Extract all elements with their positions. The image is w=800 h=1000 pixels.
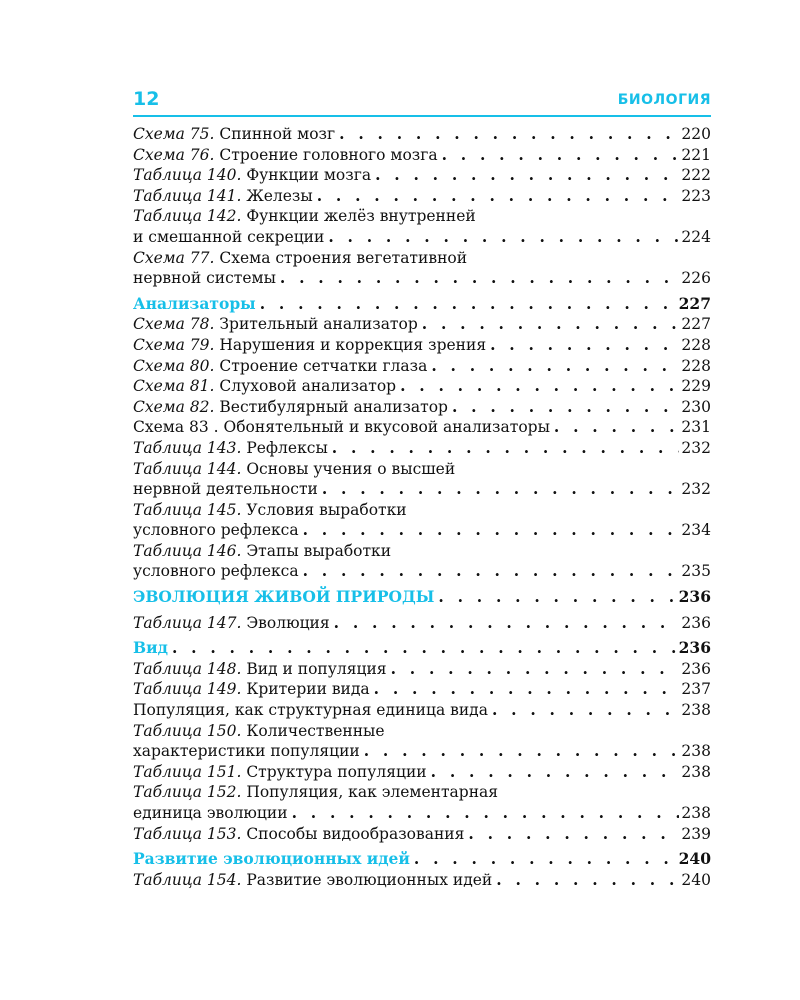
toc-page-number: 223 (681, 186, 711, 205)
toc-entry[interactable] (133, 500, 711, 541)
toc-section-heading[interactable] (133, 638, 711, 659)
toc-entry[interactable] (133, 438, 711, 459)
toc-entry-title (133, 479, 318, 500)
toc-entry-text: условного рефлекса (133, 521, 299, 540)
toc-entry-title (133, 186, 313, 207)
toc-line (133, 227, 711, 248)
toc-entry-title (133, 520, 299, 541)
dot-leader (488, 700, 679, 721)
toc-entry-title (133, 314, 418, 335)
toc-line (133, 762, 711, 783)
section-title: БИОЛОГИЯ (617, 92, 711, 108)
toc-entry-text: Схема 83 . Обонятельный и вкусовой анализаторы (133, 418, 550, 437)
toc-entry[interactable] (133, 397, 711, 418)
dot-leader (550, 417, 679, 438)
toc-entry-text: Зрительный анализатор (214, 315, 418, 334)
toc-line (133, 870, 711, 891)
toc-entry-kind: Схема 79. (133, 335, 215, 354)
toc-entry-text: Анализаторы (133, 293, 256, 313)
toc-entry-text: характеристики популяции (133, 742, 360, 761)
toc-entry-kind: Таблица 151. (133, 762, 242, 781)
toc-entry-kind: Схема 82. (133, 397, 215, 416)
toc-line (133, 186, 711, 207)
toc-entry-kind: Таблица 145. (133, 500, 242, 519)
toc-line (133, 679, 711, 700)
toc-entry-title (133, 700, 488, 721)
toc-entry-text: Функции желёз внутренней (241, 207, 476, 226)
dot-leader (256, 294, 679, 315)
toc-entry[interactable] (133, 186, 711, 207)
toc-entry[interactable] (133, 762, 711, 783)
toc-entry-text: Эволюция (241, 613, 330, 632)
toc-page-number: 227 (681, 315, 711, 334)
toc-page-number: 238 (681, 742, 711, 761)
toc-entry-title (133, 227, 324, 248)
dot-leader (410, 849, 679, 870)
toc-entry[interactable] (133, 145, 711, 166)
toc-line (133, 314, 711, 335)
toc-entry-title (133, 294, 256, 315)
toc-line (133, 587, 711, 608)
toc-entry-title (133, 762, 427, 783)
toc-page-number: 240 (678, 849, 711, 869)
toc-entry-kind: Схема 75. (133, 125, 215, 143)
toc-page-number: 226 (681, 269, 711, 288)
toc-page-number: 222 (681, 166, 711, 185)
toc-page-number: 235 (681, 562, 711, 581)
toc-page-number: 227 (678, 293, 711, 313)
toc-entry-text: Вид (133, 638, 168, 658)
toc-entry-title (133, 438, 328, 459)
toc-section-heading[interactable] (133, 294, 711, 315)
toc-line (133, 376, 711, 397)
toc-entry-text: Популяция, как структурная единица вида (133, 701, 488, 720)
toc-entry-text: Железы (241, 186, 313, 205)
toc-line (133, 145, 711, 166)
toc-entry[interactable] (133, 870, 711, 891)
toc-line (133, 613, 711, 634)
toc-entry-title (133, 638, 168, 659)
toc-entry-text: Вид и популяция (241, 659, 387, 678)
toc-entry-text: Строение головного мозга (214, 145, 438, 164)
toc-entry-text: Строение сетчатки глаза (214, 356, 428, 375)
toc-page-number: 220 (681, 125, 711, 143)
toc-entry-title (133, 248, 467, 269)
dot-leader (330, 613, 679, 634)
toc-entry-title (133, 659, 387, 680)
toc-entry-text: нервной деятельности (133, 480, 318, 499)
toc-entry-kind: Таблица 141. (133, 186, 242, 205)
toc-page-number: 240 (681, 870, 711, 889)
header-divider (133, 115, 711, 117)
toc-page-number: 238 (681, 804, 711, 822)
toc-entry-kind: Схема 78. (133, 315, 215, 334)
dot-leader (313, 186, 679, 207)
toc-page-number: 232 (681, 438, 711, 457)
dot-leader (486, 335, 679, 356)
toc-entry-kind: Таблица 149. (133, 680, 242, 699)
dot-leader (360, 741, 679, 762)
toc-entry-text: нервной системы (133, 269, 276, 288)
toc-line (133, 721, 711, 742)
page-header (133, 88, 711, 112)
toc-entry-text: Слуховой анализатор (214, 377, 397, 396)
dot-leader (387, 659, 679, 680)
toc-entry-title (133, 741, 360, 762)
toc-entry[interactable] (133, 335, 711, 356)
toc-entry-text: единица эволюции (133, 804, 288, 822)
toc-line (133, 500, 711, 521)
toc-line (133, 248, 711, 269)
toc-entry-title (133, 206, 476, 227)
dot-leader (418, 314, 679, 335)
toc-entry-kind: Таблица 140. (133, 166, 242, 185)
toc-entry-title (133, 782, 498, 803)
toc-entry-title (133, 803, 288, 824)
toc-line (133, 124, 711, 145)
toc-line (133, 356, 711, 377)
dot-leader (288, 803, 679, 824)
toc-line (133, 206, 711, 227)
toc-entry-text: Функции мозга (241, 166, 372, 185)
toc-entry-text: ЭВОЛЮЦИЯ ЖИВОЙ ПРИРОДЫ (133, 587, 435, 607)
toc-page-number: 224 (681, 227, 711, 246)
toc-entry[interactable] (133, 124, 711, 145)
toc-entry-title (133, 417, 550, 438)
dot-leader (299, 561, 679, 582)
toc-line (133, 741, 711, 762)
toc-line (133, 335, 711, 356)
toc-line (133, 417, 711, 438)
toc-entry-text: Структура популяции (241, 762, 427, 781)
dot-leader (370, 679, 679, 700)
toc-entry[interactable] (133, 376, 711, 397)
toc-entry-title (133, 459, 455, 480)
toc-entry[interactable] (133, 314, 711, 335)
toc-entry-title (133, 721, 385, 742)
toc-page-number: 231 (681, 418, 711, 437)
toc-page-number: 232 (681, 480, 711, 499)
toc-line (133, 438, 711, 459)
toc-line (133, 561, 711, 582)
toc-entry-text: Условия выработки (241, 500, 407, 519)
dot-leader (427, 356, 679, 377)
toc-page-number: 236 (678, 638, 711, 658)
toc-entry-kind: Схема 76. (133, 145, 215, 164)
toc-entry-kind: Схема 77. (133, 248, 215, 267)
toc-page-number: 238 (681, 701, 711, 720)
toc-entry-title (133, 124, 335, 145)
toc-entry-text: Спинной мозг (214, 125, 336, 143)
toc-entry-text: Схема строения вегетативной (214, 248, 468, 267)
toc-entry[interactable] (133, 721, 711, 762)
toc-page-number: 236 (681, 659, 711, 678)
toc-page-number: 236 (678, 587, 711, 607)
dot-leader (299, 520, 679, 541)
toc-entry-text: Вестибулярный анализатор (214, 397, 448, 416)
toc-entry-kind: Таблица 147. (133, 613, 242, 632)
toc-line (133, 268, 711, 289)
toc-entry[interactable] (133, 700, 711, 721)
toc-line (133, 479, 711, 500)
toc-entry-kind: Таблица 142. (133, 207, 242, 226)
toc-entry-text: Этапы выработки (241, 541, 392, 560)
toc-line (133, 541, 711, 562)
toc-entry[interactable] (133, 824, 711, 845)
toc-entry-text: Популяция, как элементарная (241, 783, 499, 802)
dot-leader (324, 227, 679, 248)
dot-leader (427, 762, 679, 783)
toc-entry-text: Критерии вида (241, 680, 370, 699)
toc-entry-title (133, 145, 438, 166)
toc-entry-text: Нарушения и коррекция зрения (214, 335, 487, 354)
toc-entry[interactable] (133, 541, 711, 582)
toc-entry-title (133, 500, 407, 521)
toc-entry-text: Основы учения о высшей (241, 459, 456, 478)
toc-line (133, 638, 711, 659)
toc-entry-kind: Таблица 143. (133, 438, 242, 457)
toc-page-number: 238 (681, 762, 711, 781)
toc-entry[interactable] (133, 613, 711, 634)
dot-leader (448, 397, 679, 418)
toc-entry-text: Развитие эволюционных идей (133, 849, 410, 869)
dot-leader (464, 824, 679, 845)
toc-entry-title (133, 165, 371, 186)
toc-entry-title (133, 335, 486, 356)
toc-entry[interactable] (133, 459, 711, 500)
toc-line (133, 520, 711, 541)
dot-leader (335, 124, 679, 145)
toc-entry-kind: Таблица 154. (133, 870, 242, 889)
toc-entry-title (133, 541, 391, 562)
toc-entry[interactable] (133, 248, 711, 289)
toc-line (133, 782, 711, 803)
dot-leader (318, 479, 679, 500)
toc-entry-title (133, 268, 276, 289)
toc-page-number: 236 (681, 613, 711, 632)
toc-entry-title (133, 561, 299, 582)
toc-entry-title (133, 870, 492, 891)
toc-entry[interactable] (133, 782, 711, 823)
dot-leader (328, 438, 679, 459)
toc-entry-kind: Таблица 148. (133, 659, 242, 678)
toc-entry-title (133, 679, 370, 700)
toc-entry-title (133, 356, 427, 377)
page-number: 12 (133, 88, 160, 110)
toc-entry[interactable] (133, 417, 711, 438)
toc-line (133, 659, 711, 680)
toc-entry-text: Рефлексы (241, 438, 328, 457)
toc-entry[interactable] (133, 659, 711, 680)
toc-entry-kind: Схема 80. (133, 356, 215, 375)
dot-leader (371, 165, 679, 186)
toc-page-number: 229 (681, 377, 711, 396)
toc-entry-text: и смешанной секреции (133, 227, 325, 246)
toc-page-number: 221 (681, 145, 711, 164)
toc-entry-title (133, 849, 410, 870)
toc-line (133, 397, 711, 418)
toc-section-heading[interactable] (133, 849, 711, 870)
toc-entry-title (133, 397, 448, 418)
toc-entry-text: Способы видообразования (241, 824, 465, 843)
toc-entry-title (133, 376, 396, 397)
toc-section-heading[interactable] (133, 587, 711, 608)
toc-entry-kind: Таблица 150. (133, 721, 242, 740)
toc-page-number: 228 (681, 335, 711, 354)
toc-line (133, 849, 711, 870)
toc-entry-text: Количественные (241, 721, 385, 740)
toc-entry-text: условного рефлекса (133, 562, 299, 581)
toc-entry-kind: Таблица 153. (133, 824, 242, 843)
toc-page-number: 239 (681, 824, 711, 843)
toc-entry[interactable] (133, 165, 711, 186)
toc-entry-title (133, 587, 434, 608)
toc-line (133, 294, 711, 315)
toc-entry[interactable] (133, 206, 711, 247)
toc-entry-text: Развитие эволюционных идей (241, 870, 493, 889)
toc-entry[interactable] (133, 679, 711, 700)
toc-page-number: 237 (681, 680, 711, 699)
dot-leader (396, 376, 679, 397)
toc-page-number: 234 (681, 521, 711, 540)
toc-entry-kind: Таблица 144. (133, 459, 242, 478)
dot-leader (434, 587, 678, 608)
toc-entry-title (133, 824, 464, 845)
toc-entry-kind: Таблица 146. (133, 541, 242, 560)
toc-entry-title (133, 613, 330, 634)
toc-line (133, 803, 711, 824)
dot-leader (168, 638, 679, 659)
toc-entry-kind: Схема 81. (133, 377, 215, 396)
table-of-contents (133, 124, 711, 890)
toc-line (133, 459, 711, 480)
dot-leader (438, 145, 679, 166)
toc-entry-kind: Таблица 152. (133, 783, 242, 802)
toc-line (133, 824, 711, 845)
dot-leader (492, 870, 679, 891)
toc-page-number: 228 (681, 356, 711, 375)
toc-line (133, 700, 711, 721)
toc-entry[interactable] (133, 356, 711, 377)
dot-leader (276, 268, 679, 289)
toc-page-number: 230 (681, 397, 711, 416)
toc-line (133, 165, 711, 186)
